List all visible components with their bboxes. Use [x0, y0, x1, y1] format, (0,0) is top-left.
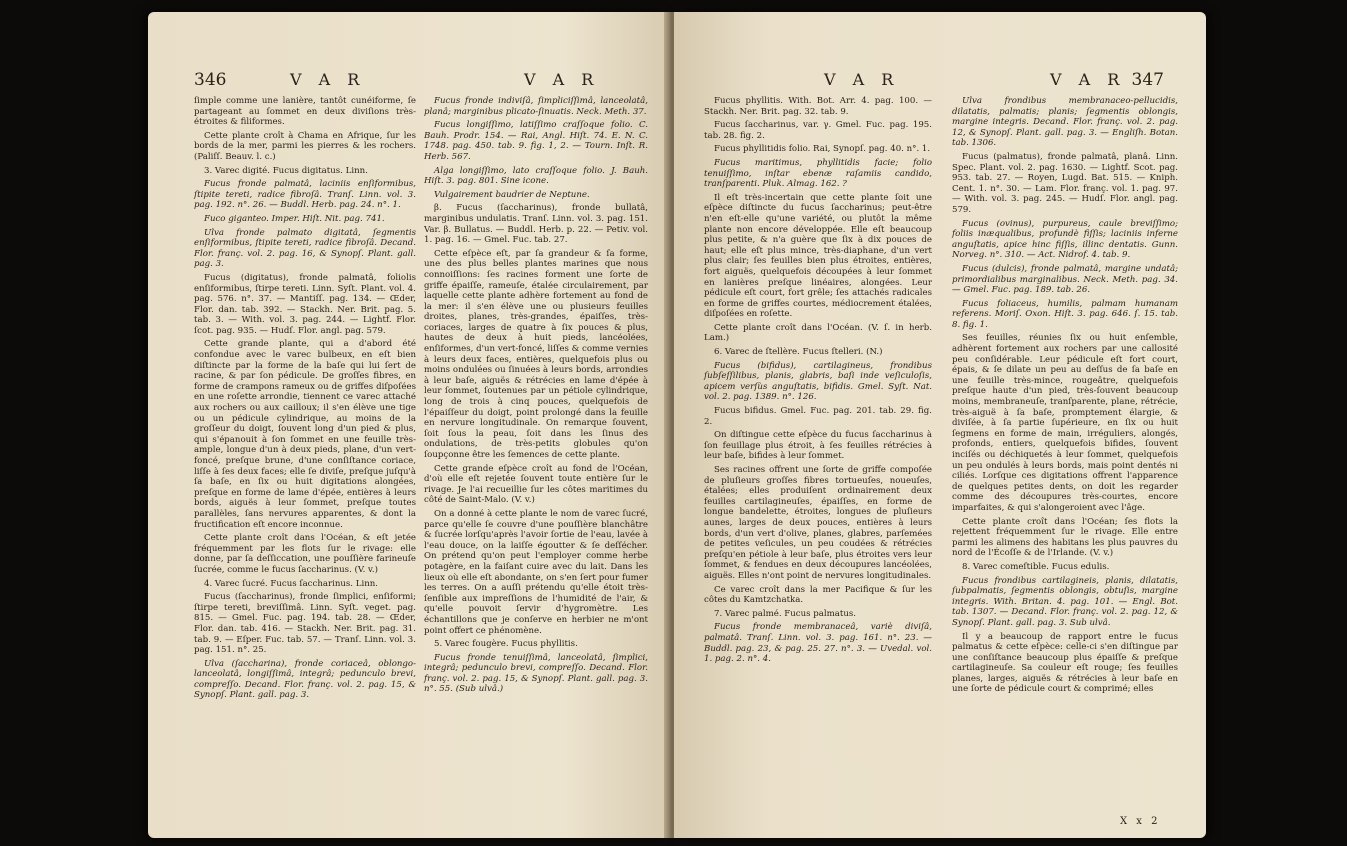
paragraph: On diſtingue cette eſpèce du fucus ſaccharinus à ſon feuillage plus étroit, à ſes feuilles rétrécies à leur baſe, bifides à leur ſommet.	[704, 430, 932, 462]
entry-heading: 8. Varec comeſtible. Fucus edulis.	[962, 561, 1110, 572]
running-head: V A R	[290, 70, 366, 89]
paragraph: Fucus (digitatus), fronde palmatâ, foliolis enſiformibus, ſtirpe tereti. Linn. Syſt. Plant. vol. 4. pag. 576. n°. 37. — Mantiſſ. pag. 134. — Œder, Flor. dan. tab. 392. — Stackh. Ner. Brit. pag. 5. tab. 3. — With. vol. 3. pag. 244. — Lightf. Flor. ſcot. pag. 935. — Hudſ. Flor. angl. pag. 579.	[194, 272, 416, 336]
right-page	[674, 12, 1206, 838]
column-right-2	[952, 96, 1178, 698]
paragraph: Fucus fronde indiviſâ, ſimpliciſſimâ, lanceolatâ, planâ; marginibus plicato-ſinuatis. Neck. Meth. 37.	[424, 96, 648, 117]
paragraph: Fucus (ſaccharinus), fronde ſimplici, enſiformi; ſtirpe tereti, breviſſimâ. Linn. Syſt. veget. pag. 815. — Gmel. Fuc. pag. 194. tab. 28. — Œder, Flor. dan. tab. 416. — Stackh. Ner. Brit. pag. 31. tab. 9. — Eſper. Fuc. tab. 57. — Tranſ. Linn. vol. 3. pag. 151. n°. 25.	[194, 592, 416, 656]
paragraph: Fucus (palmatus), fronde palmatâ, planâ. Linn. Spec. Plant. vol. 2. pag. 1630. — Lightf. Scot. pag. 953. tab. 27. — Royen, Lugd. Bat. 515. — Kniph. Cent. 1. n°. 30. — Lam. Flor. franç. vol. 1. pag. 97. — With. vol. 3. pag. 245. — Hudſ. Flor. angl. pag. 579.	[952, 151, 1178, 215]
paragraph: Fucus bifidus. Gmel. Fuc. pag. 201. tab. 29. fig. 2.	[704, 406, 932, 427]
paragraph: Fucus frondibus cartilagineis, planis, dilatatis, ſubpalmatis, ſegmentis oblongis, obtuſis, margine integris. With. Britan. 4. pag. 101. — Engl. Bot. tab. 1307. — Decand. Flor. franç. vol. 2. pag. 12, & Synopſ. Plant. gall. pag. 3. Sub ulvâ.	[952, 575, 1178, 628]
paragraph: Fucus (bifidus), cartilagineus, frondibus ſubſeſſilibus, planis, glabris, baſi inde veſiculoſis, apicem verſùs anguſtatis, bifidis. Gmel. Syſt. Nat. vol. 2. pag. 1389. n°. 126.	[704, 360, 932, 403]
paragraph: Fucus phyllitidis folio. Rai, Synopſ. pag. 40. n°. 1.	[714, 144, 931, 155]
paragraph: Cette eſpèce eſt, par ſa grandeur & ſa forme, une des plus belles plantes marines que nous connoiſſions: ſes racines forment une ſorte de griffe épaiſſe, rameuſe, étalée circulairement, par laquelle cette plante adhère fortement au fond de la mer: il s'en élève une ou plusieurs feuilles droites, planes, très-grandes, épaiſſes, très-coriaces, larges de quatre à ſix pouces & plus, hautes de deux à huit pieds, lancéolées, enſiformes, d'un vert-foncé, liſſes & comme vernies à leurs deux faces, entières, quelquefois plus ou moins ondulées ou ſinuées à leurs bords, arrondies à leur baſe, aiguës & rétrécies en lame d'épée à leur ſommet, ſoutenues par un pétiole cylindrique, long de trois à cinq pouces, quelquefois de l'épaiſſeur du doigt, point prolongé dans la feuille en nervure longitudinale. On remarque ſouvent, ſoit ſous la peau, ſoit dans les ſinus des ondulations, de très-petits globules qu'on ſoupçonne être les ſemences de cette plante.	[424, 248, 648, 460]
paragraph: Fucus ſaccharinus, var. γ. Gmel. Fuc. pag. 195. tab. 28. fig. 2.	[704, 120, 932, 141]
paragraph: Ses feuilles, réunies ſix ou huit enſemble, adhèrent fortement aux rochers par une callosité peu conſidérable. Leur pédicule eſt fort court, épais, & ſe dilate un peu au deſſus de ſa baſe en une feuille très-mince, rougeâtre, quelquefois preſque haute d'un pied, très-ſouvent beaucoup moins, membraneuſe, tranſparente, plane, rétrécie, très-aiguë à ſa baſe, promptement élargie, & diviſée, à ſa partie ſupérieure, en ſix ou huit ſegmens en forme de main, irréguliers, alongés, profonds, entiers, quelquefois bifides, ſouvent inciſés ou déchiquetés à leur ſommet, quelquefois un peu ondulés à leurs bords, mais point dentés ni ciliés. Lorſque ces digitations offrent l'apparence de quelques petites dents, on doit les regarder comme des découpures très-courtes, encore imparfaites, & qui s'alongeroient avec l'âge.	[952, 333, 1178, 513]
paragraph: Cette grande eſpèce croît au fond de l'Océan, d'où elle eſt rejetée ſouvent toute entière ſur le rivage. Je l'ai recueillie ſur les côtes maritimes du côté de Saint-Malo. (V. v.)	[424, 463, 648, 506]
entry-heading: 6. Varec de ſtellère. Fucus ſtelleri. (N.)	[714, 347, 883, 358]
paragraph: Alga longiſſimo, lato craſſoque folio. J. Bauh. Hiſt. 3. pag. 801. Sine icone.	[424, 165, 648, 187]
column-left-1	[194, 96, 416, 704]
paragraph: Ce varec croît dans la mer Pacifique & ſur les côtes du Kamtzchatka.	[704, 584, 932, 606]
entry-heading: 7. Varec palmé. Fucus palmatus.	[714, 608, 857, 619]
paragraph: Fucus fronde tenuiſſimâ, lanceolatâ, ſimplici, integrâ; pedunculo brevi, compreſſo. Decand. Flor. franç. vol. 2. pag. 15, & Synopſ. Plant. gall. pag. 3. n°. 55. (Sub ulvâ.)	[424, 652, 648, 695]
paragraph: Fucus fronde membranaceâ, variè diviſâ, palmatâ. Tranſ. Linn. vol. 3. pag. 161. n°. 23. — Buddl. pag. 23, & pag. 25. 27. n°. 3. — Uvedal. vol. 1. pag. 2. n°. 4.	[704, 622, 932, 665]
paragraph: Cette plante croît dans l'Océan. (V. ſ. in herb. Lam.)	[704, 322, 932, 344]
running-head: V A R	[824, 70, 900, 89]
paragraph: On a donné à cette plante le nom de varec ſucré, parce qu'elle ſe couvre d'une pouſſière blanchâtre & ſucrée lorſqu'après l'avoir ſortie de l'eau, lavée à l'eau douce, on la laiſſe égoutter & ſe deſſécher. On prétend qu'on peut l'employer comme herbe potagère, en la faiſant cuire avec du lait. Dans les lieux où elle eſt abondante, on s'en ſert pour fumer les terres. On a auſſi prétendu qu'elle étoit très-ſenſible aux impreſſions de l'humidité de l'air, & qu'elle pouvoit ſervir d'hygromètre. Les échantillons que je conſerve en herbier ne m'ont point offert ce phénomène.	[424, 508, 648, 636]
paragraph: Ses racines offrent une ſorte de griffe compoſée de pluſieurs groſſes fibres tortueuſes, noueuſes, étalées; elles produiſent ordinairement deux feuilles cartilagineuſes, épaiſſes, en forme de longue bandelette, étroites, longues de pluſieurs aunes, larges de deux pouces, entières à leurs bords, d'un vert d'olive, planes, glabres, parſemées de petites veſicules, un peu coudées & rétrécies preſqu'en pétiole à leur baſe, plus étroites vers leur ſommet, & fendues en deux découpures lancéolées, aiguës. Elles n'ont point de nervures longitudinales.	[704, 465, 932, 581]
page-number: 346	[194, 70, 227, 90]
paragraph: Cette plante croît dans l'Océan, & eſt jetée fréquemment par les flots ſur le rivage: elle donne, par ſa deſſiccation, une pouſſière farineuſe ſucrée, comme le fucus ſaccharinus. (V. v.)	[194, 533, 416, 575]
column-right-1	[704, 96, 932, 668]
entry-heading: 5. Varec fougère. Fucus phyllitis.	[434, 639, 578, 650]
right-running-head	[704, 70, 1164, 96]
paragraph: Fucus (ovinus), purpureus, caule breviſſimo; foliis inæqualibus, profundè fiſſis; laciniis inferne anguſtatis, apice hinc fiſſis, illinc dentatis. Gunn. Norveg. n°. 310. — Act. Nidrof. 4. tab. 9.	[952, 218, 1178, 261]
paragraph: Fucus fronde palmatâ, laciniis enſiformibus, ſtipite tereti, radice fibroſâ. Tranſ. Linn. vol. 3. pag. 192. n°. 26. — Buddl. Herb. pag. 24. n°. 1.	[194, 179, 416, 211]
left-page	[148, 12, 668, 838]
paragraph: β. Fucus (ſaccharinus), fronde bullatâ, marginibus undulatis. Tranſ. Linn. vol. 3. pag. 151. Var. β. Bullatus. — Buddl. Herb. p. 22. — Petiv. vol. 1. pag. 16. — Gmel. Fuc. tab. 27.	[424, 203, 648, 246]
running-head: V A R	[524, 70, 600, 89]
entry-heading: 3. Varec digité. Fucus digitatus. Linn.	[204, 165, 368, 176]
paragraph: Cette plante croît dans l'Océan; ſes flots la rejettent fréquemment ſur le rivage. Elle entre parmi les alimens des habitans les plus pauvres du nord de l'Écoſſe & de l'Irlande. (V. v.)	[952, 516, 1178, 559]
column-left-2	[424, 96, 648, 698]
paragraph: Il eſt très-incertain que cette plante ſoit une eſpèce diſtincte du fucus ſaccharinus; peut-être n'en eſt-elle qu'une variété, ou plutôt la même plante non encore développée. Elle eſt beaucoup plus petite, & n'a guère que ſix à dix pouces de haut; elle eſt plus mince, très-diaphane, d'un vert plus clair; ſes feuilles bien plus étroites, entières, fort aiguës, quelquefois découpées à leur ſommet en lanières preſque linéaires, alongées. Leur pédicule eſt court, fort grêle; ſes attachés radicales en forme de griffes courtes, médiocrement étalées, diſpoſées en roſette.	[704, 192, 932, 320]
left-running-head	[194, 70, 644, 96]
page-number: 347	[1131, 70, 1164, 90]
running-head: V A R	[1050, 70, 1126, 89]
paragraph: ſimple comme une lanière, tantôt cunéiforme, ſe partageant au ſommet en deux diviſions très-étroites & filiformes.	[194, 96, 416, 128]
paragraph: Ulva (ſaccharina), fronde coriaceâ, oblongo-lanceolatâ, longiſſimâ, integrâ; pedunculo brevi, compreſſo. Decand. Flor. franç. vol. 2. pag. 15, & Synopſ. Plant. gall. pag. 3.	[194, 658, 416, 701]
paragraph: Fuco giganteo. Imper. Hiſt. Nit. pag. 741.	[204, 213, 385, 224]
paragraph: Il y a beaucoup de rapport entre le fucus palmatus & cette eſpèce: celle-ci s'en diſtingue par une conſiſtance beaucoup plus épaiſſe & preſque cartilagineuſe. Sa couleur eſt rouge; ſes feuilles planes, larges, aiguës & rétrécies à leur baſe en une ſorte de pédicule court & comprimé; elles	[952, 631, 1178, 695]
paragraph: Cette grande plante, qui a d'abord été confondue avec le varec bulbeux, en eſt bien diſtincte par la forme de la baſe qui lui ſert de racine, & par ſon pédicule. De groſſes fibres, en forme de crampons rameux ou de griffes diſpoſées en une roſette arrondie, tiennent ce varec attaché aux rochers ou aux cailloux; il s'en élève une tige ou un pédicule cylindrique, au moins de la groſſeur du doigt, ſouvent long d'un pied & plus, qui s'épanouit à ſon ſommet en une feuille très-ample, longue d'un à deux pieds, plane, d'un vert-foncé, preſque brune, d'une conſiſtance coriace, liſſe à ſes deux faces; elle ſe diviſe, preſque juſqu'à ſa baſe, en ſix ou huit digitations alongées, preſque en forme de lame d'épée, entières à leurs bords, aiguës à leur ſommet, preſque toutes parallèles, ſans nervures apparentes, & dont la fructification eſt encore inconnue.	[194, 339, 416, 530]
paragraph: Fucus (dulcis), fronde palmatâ, margine undatâ; primordialibus marginalibus. Neck. Meth. pag. 34. — Gmel. Fuc. pag. 189. tab. 26.	[952, 263, 1178, 296]
paragraph: Cette plante croît à Chama en Afrique, ſur les bords de la mer, parmi les pierres & les rochers. (Paliſſ. Beauv. l. c.)	[194, 130, 416, 162]
paragraph: Ulva frondibus membranaceo-pellucidis, dilatatis, palmatis; planis; ſegmentis oblongis, margine integris. Decand. Flor. franç. vol. 2. pag. 12, & Synopſ. Plant. gall. pag. 3. — Engliſh. Botan. tab. 1306.	[952, 96, 1178, 149]
entry-heading: 4. Varec ſucré. Fucus ſaccharinus. Linn.	[204, 578, 379, 589]
paragraph: Fucus longiſſimo, latiſſimo craſſoque folio. C. Bauh. Prodr. 154. — Rai, Angl. Hiſt. 74. E. N. C. 1748. pag. 450. tab. 9. fig. 1, 2. — Tourn. Inſt. R. Herb. 567.	[424, 120, 648, 162]
paragraph: Vulgairement baudrier de Neptune.	[434, 189, 590, 200]
paragraph: Fucus maritimus, phyllitidis facie; folio tenuiſſimo, inſtar ebenæ raſamiis candido, tranſparenti. Pluk. Almag. 162. ?	[704, 157, 932, 190]
paragraph: Fucus foliaceus, humilis, palmam humanam referens. Moriſ. Oxon. Hiſt. 3. pag. 646. ſ. 15. tab. 8. fig. 1.	[952, 298, 1178, 330]
paragraph: Ulva fronde palmato digitatâ, ſegmentis enſiformibus, ſtipite tereti, radice fibroſâ. Decand. Flor. franç. vol. 2. pag. 16, & Synopſ. Plant. gall. pag. 3.	[194, 227, 416, 270]
printer-signature: X x 2	[1120, 816, 1161, 827]
paragraph: Fucus phyllitis. With. Bot. Arr. 4. pag. 100. — Stackh. Ner. Brit. pag. 32. tab. 9.	[704, 96, 932, 117]
